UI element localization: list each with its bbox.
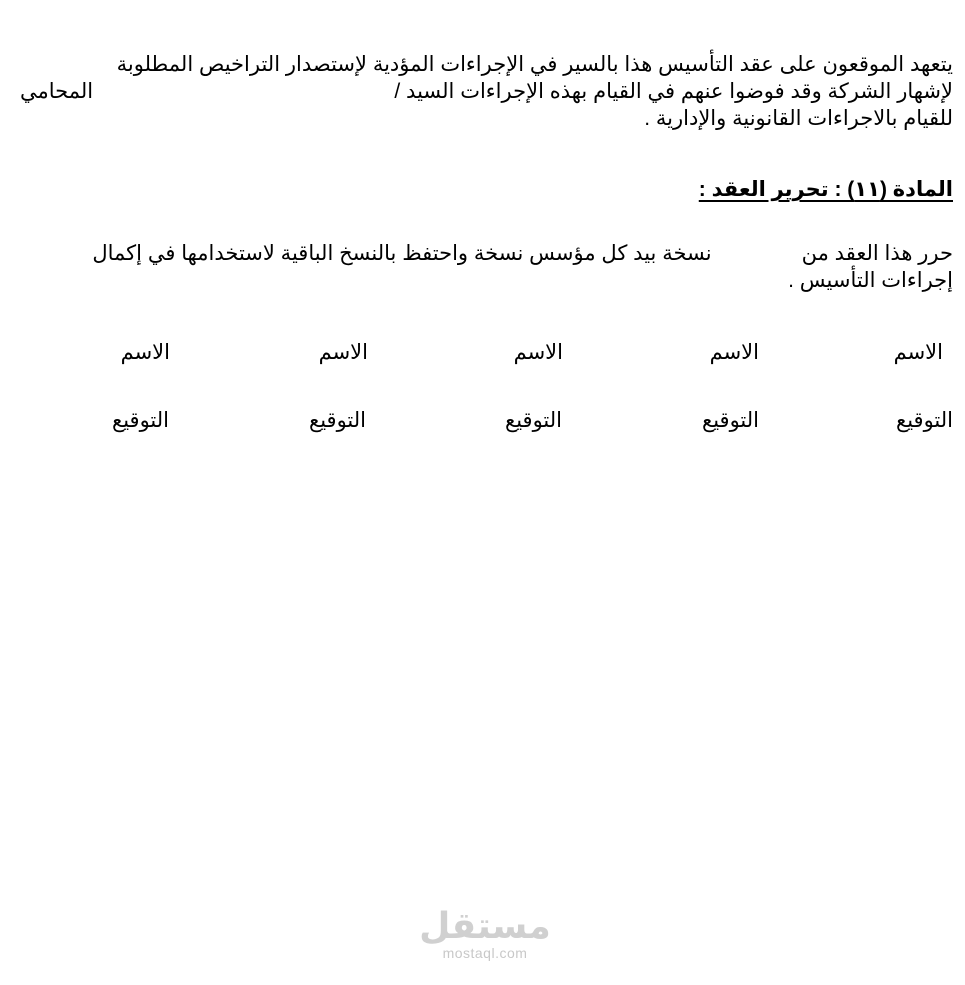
intro-line-2-end: المحامي <box>20 80 94 103</box>
article-line-1-start: حرر هذا العقد من <box>801 242 953 265</box>
signatures-row <box>0 408 965 438</box>
intro-line-2-start: لإشهار الشركة وقد فوضوا عنهم في القيام بهذه الإجراءات السيد / <box>394 80 953 103</box>
signature-label-5: التوقيع <box>112 409 169 432</box>
article-line-2: إجراءات التأسيس . <box>788 269 953 292</box>
name-label-1: الاسم <box>893 341 943 364</box>
name-label-5: الاسم <box>120 341 170 364</box>
signature-label-2: التوقيع <box>702 409 759 432</box>
article-line-1-end: نسخة بيد كل مؤسس نسخة واحتفظ بالنسخ الباقية لاستخدامها في إكمال <box>92 242 712 265</box>
intro-paragraph <box>10 51 953 132</box>
intro-line-1: يتعهد الموقعون على عقد التأسيس هذا بالسير في الإجراءات المؤدية لإستصدار التراخيص المطلوبة <box>116 53 953 76</box>
signature-label-4: التوقيع <box>309 409 366 432</box>
watermark-arabic: مستقل <box>419 906 551 947</box>
name-label-3: الاسم <box>513 341 563 364</box>
article-heading: المادة (١١) : تحرير العقد : <box>698 178 953 201</box>
article-paragraph <box>10 240 953 294</box>
name-label-2: الاسم <box>709 341 759 364</box>
name-label-4: الاسم <box>318 341 368 364</box>
intro-line-3: للقيام بالاجراءات القانونية والإدارية . <box>644 107 953 130</box>
signature-label-3: التوقيع <box>505 409 562 432</box>
watermark-latin: mostaql.com <box>442 945 528 961</box>
intro-line-2 <box>10 78 953 105</box>
mostaql-watermark-logo <box>415 908 555 960</box>
article-line-1 <box>10 240 953 267</box>
names-row <box>0 340 965 370</box>
signature-label-1: التوقيع <box>896 409 953 432</box>
